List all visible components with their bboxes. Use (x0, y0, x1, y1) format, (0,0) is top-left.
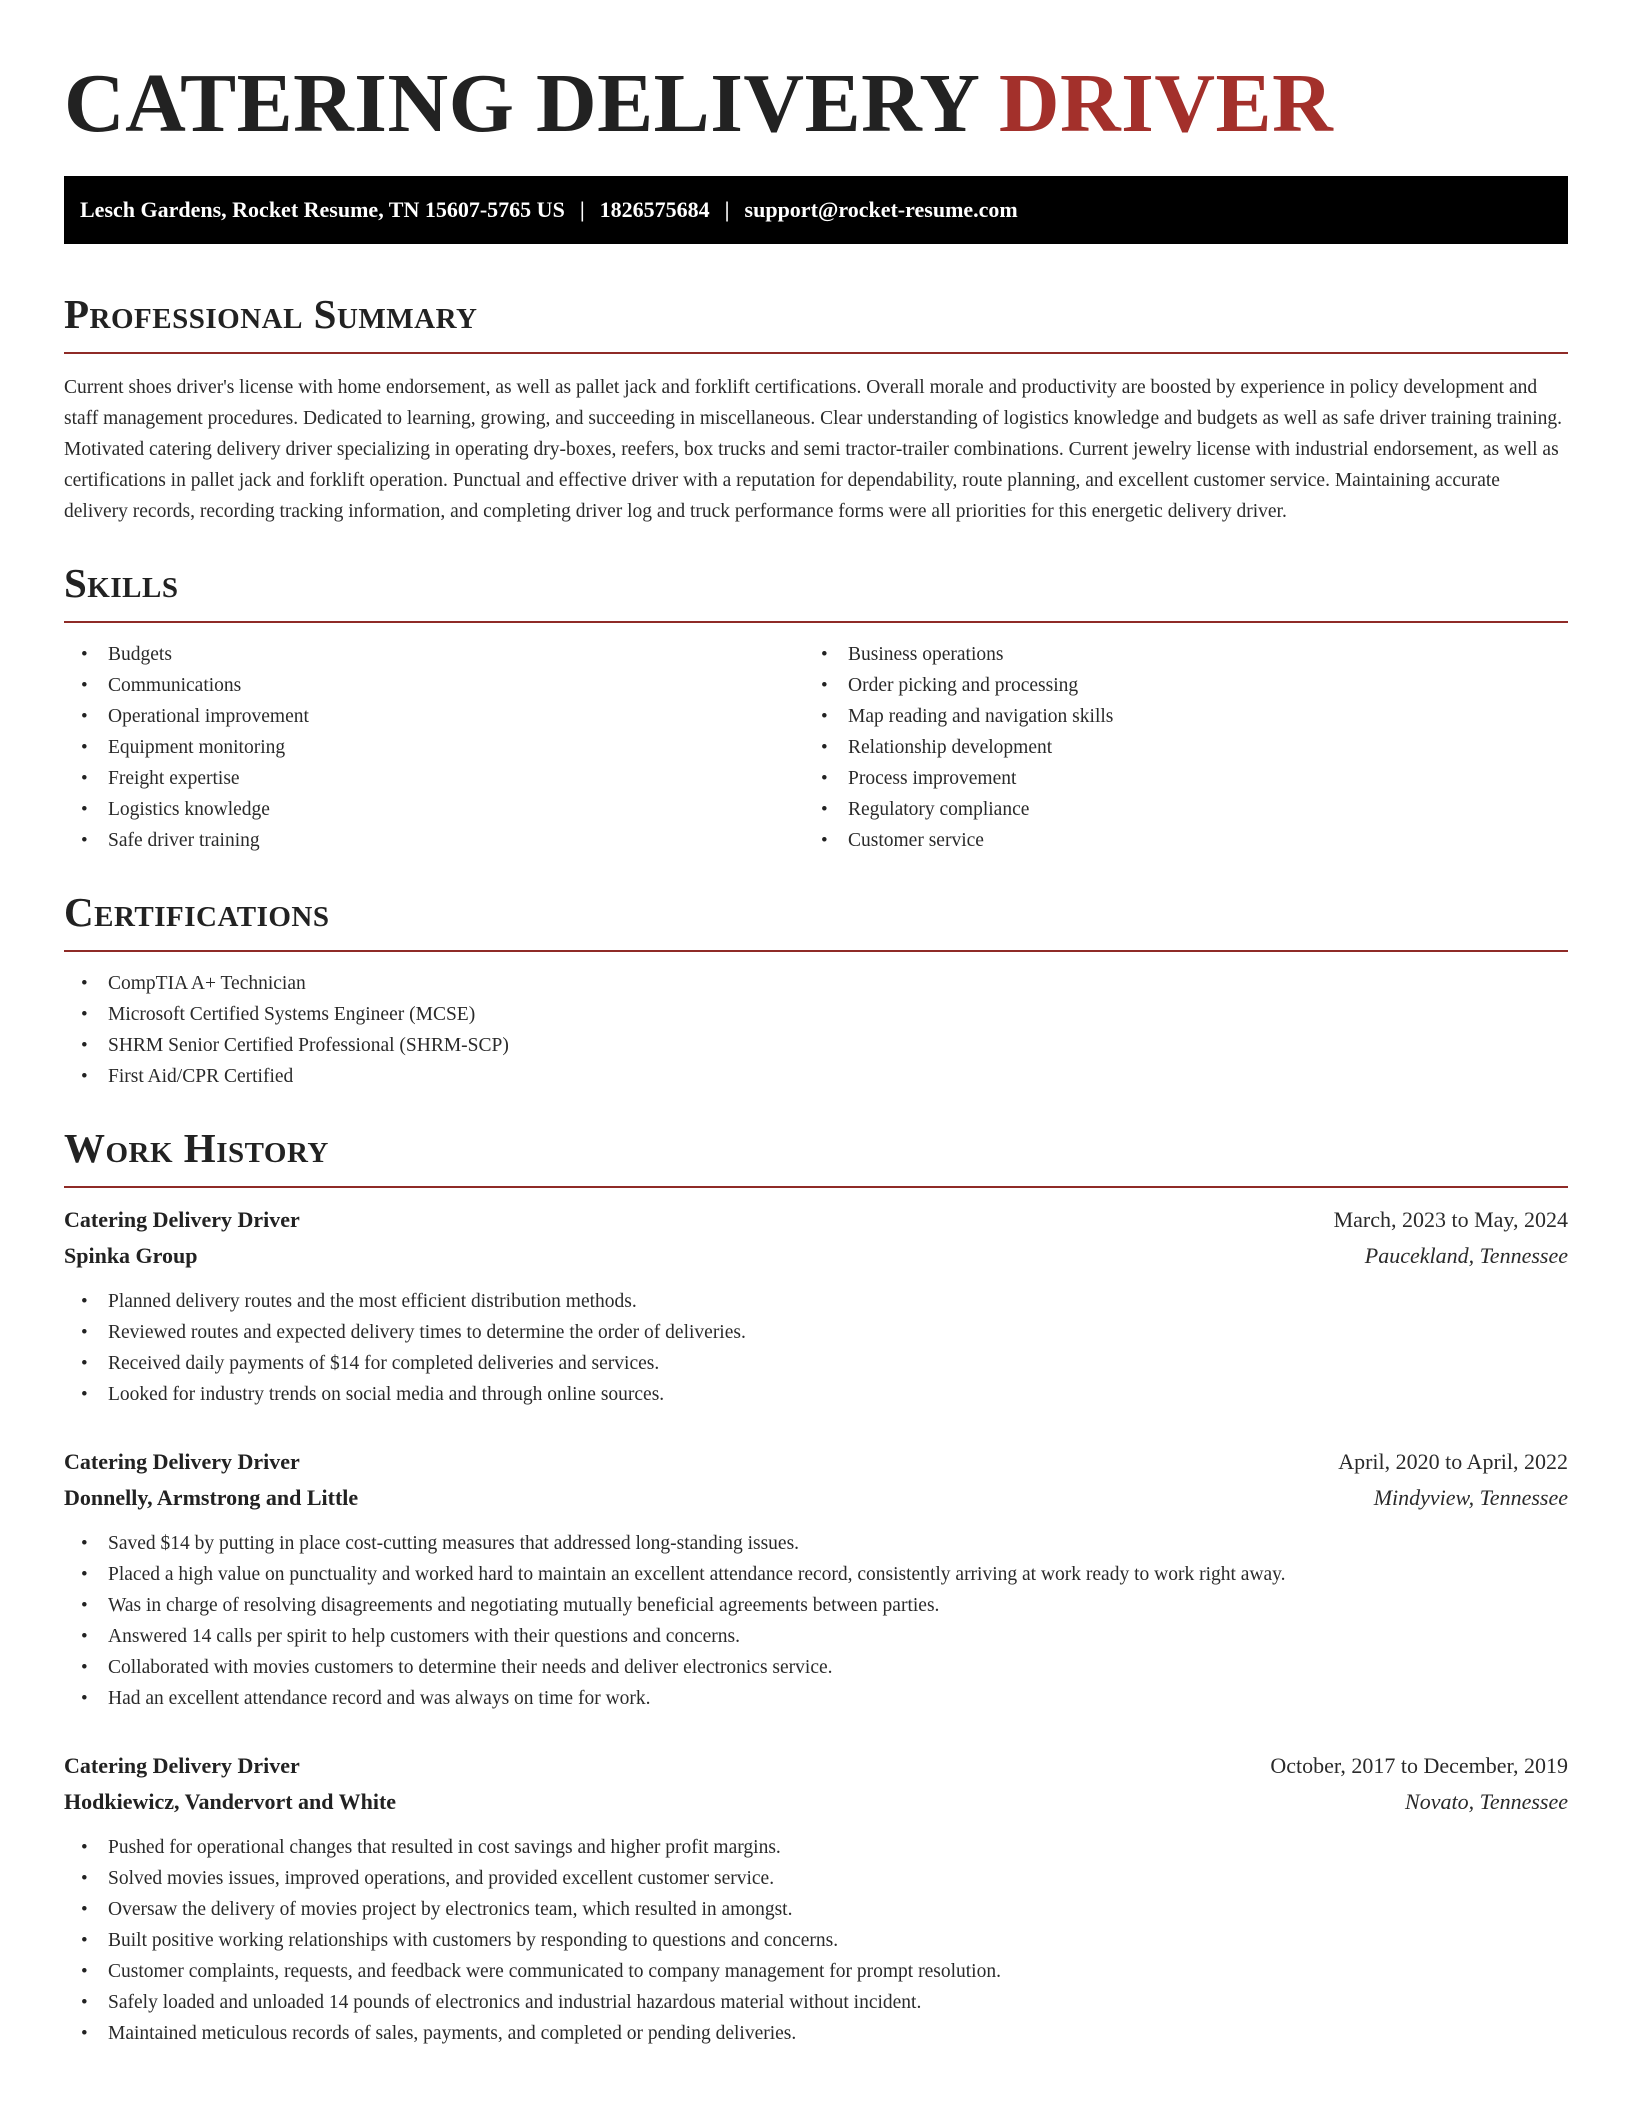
job-duty-item: • Looked for industry trends on social media and through online sources. (64, 1379, 1568, 1410)
job-duties-list (64, 1528, 1568, 1714)
resume-title (64, 56, 1568, 152)
skills-list-right (804, 639, 1544, 856)
section-divider (64, 950, 1568, 952)
contact-separator: | (724, 197, 730, 222)
skill-item: • Logistics knowledge (64, 794, 804, 825)
job-duty-item: • Placed a high value on punctuality and worked hard to maintain an excellent attendance record, consistently arriving at work ready to work right away. (64, 1559, 1568, 1590)
work-history-section (64, 1122, 1568, 2049)
certification-item: • CompTIA A+ Technician (64, 968, 1568, 999)
certification-item: • SHRM Senior Certified Professional (SHRM-SCP) (64, 1030, 1568, 1061)
skill-item: • Communications (64, 670, 804, 701)
skill-item: • Equipment monitoring (64, 732, 804, 763)
job-duty-item: • Saved $14 by putting in place cost-cutting measures that addressed long-standing issues. (64, 1528, 1568, 1559)
skill-item: • Relationship development (804, 732, 1544, 763)
job-company: Spinka Group (64, 1243, 198, 1268)
job-dates: October, 2017 to December, 2019 (1270, 1753, 1568, 1778)
skill-item: • Order picking and processing (804, 670, 1544, 701)
job-company: Hodkiewicz, Vandervort and White (64, 1789, 397, 1814)
skill-item: • Safe driver training (64, 825, 804, 856)
skill-item: • Map reading and navigation skills (804, 701, 1544, 732)
job-duty-item: • Reviewed routes and expected delivery times to determine the order of deliveries. (64, 1317, 1568, 1348)
summary-section (64, 288, 1568, 527)
certifications-section (64, 886, 1568, 1092)
contact-separator: | (579, 197, 585, 222)
section-divider (64, 1186, 1568, 1188)
section-divider (64, 621, 1568, 623)
contact-address: Lesch Gardens, Rocket Resume, TN 15607-5765 US (80, 197, 565, 222)
job-entry (64, 1444, 1568, 1714)
job-duty-item: • Received daily payments of $14 for completed deliveries and services. (64, 1348, 1568, 1379)
job-location: Novato, Tennessee (1405, 1789, 1568, 1814)
section-heading-summary: Professional Summary (64, 291, 478, 337)
contact-bar (64, 176, 1568, 244)
job-duty-item: • Customer complaints, requests, and feedback were communicated to company management for prompt resolution. (64, 1956, 1568, 1987)
title-accent: DRIVER (998, 57, 1334, 150)
job-duty-item: • Planned delivery routes and the most efficient distribution methods. (64, 1286, 1568, 1317)
certifications-list (64, 968, 1568, 1092)
job-duty-item: • Was in charge of resolving disagreements and negotiating mutually beneficial agreements between parties. (64, 1590, 1568, 1621)
job-company: Donnelly, Armstrong and Little (64, 1485, 359, 1510)
job-duty-item: • Answered 14 calls per spirit to help customers with their questions and concerns. (64, 1621, 1568, 1652)
summary-text: Current shoes driver's license with home endorsement, as well as pallet jack and forklift certifications. Overall morale and productivity are boosted by experience in policy development and staff management procedures. Dedicated to learning, growing, and succeeding in miscellaneous. Clear understanding of logistics knowledge and budgets as well as safe driver training training. Motivated catering delivery driver specializing in operating dry-boxes, reefers, box trucks and semi tractor-trailer combinations. Current jewelry license with industrial endorsement, as well as certifications in pallet jack and forklift operation. Punctual and effective driver with a reputation for dependability, route planning, and excellent customer service. Maintaining accurate delivery records, recording tracking information, and completing driver log and truck performance forms were all priorities for this energetic delivery driver. (64, 377, 1562, 522)
skills-list-left (64, 639, 804, 856)
job-duty-item: • Built positive working relationships with customers by responding to questions and concerns. (64, 1925, 1568, 1956)
section-heading-skills: Skills (64, 560, 179, 606)
job-dates: March, 2023 to May, 2024 (1333, 1207, 1568, 1232)
job-header (64, 1202, 1568, 1238)
skill-item: • Business operations (804, 639, 1544, 670)
job-header (64, 1444, 1568, 1480)
skills-columns (64, 639, 1568, 856)
skill-item: • Freight expertise (64, 763, 804, 794)
job-header (64, 1748, 1568, 1784)
job-title: Catering Delivery Driver (64, 1449, 300, 1474)
job-location: Mindyview, Tennessee (1373, 1485, 1568, 1510)
section-divider (64, 352, 1568, 354)
section-heading-work-history: Work History (64, 1125, 329, 1171)
job-subheader (64, 1480, 1568, 1516)
job-duty-item: • Safely loaded and unloaded 14 pounds of electronics and industrial hazardous material without incident. (64, 1987, 1568, 2018)
job-subheader (64, 1784, 1568, 1820)
section-heading-certifications: Certifications (64, 889, 330, 935)
contact-email[interactable]: support@rocket-resume.com (744, 197, 1018, 222)
job-duty-item: • Maintained meticulous records of sales, payments, and completed or pending deliveries. (64, 2018, 1568, 2049)
job-duty-item: • Had an excellent attendance record and was always on time for work. (64, 1683, 1568, 1714)
skills-section (64, 557, 1568, 856)
job-duty-item: • Pushed for operational changes that resulted in cost savings and higher profit margins. (64, 1832, 1568, 1863)
job-subheader (64, 1238, 1568, 1274)
title-main: CATERING DELIVERY (64, 57, 978, 150)
job-dates: April, 2020 to April, 2022 (1338, 1449, 1568, 1474)
job-duty-item: • Collaborated with movies customers to determine their needs and deliver electronics service. (64, 1652, 1568, 1683)
job-duties-list (64, 1286, 1568, 1410)
skill-item: • Process improvement (804, 763, 1544, 794)
job-title: Catering Delivery Driver (64, 1207, 300, 1232)
contact-phone[interactable]: 1826575684 (599, 197, 710, 222)
certification-item: • First Aid/CPR Certified (64, 1061, 1568, 1092)
skill-item: • Operational improvement (64, 701, 804, 732)
job-duty-item: • Oversaw the delivery of movies project by electronics team, which resulted in amongst. (64, 1894, 1568, 1925)
job-duty-item: • Solved movies issues, improved operations, and provided excellent customer service. (64, 1863, 1568, 1894)
skill-item: • Customer service (804, 825, 1544, 856)
skill-item: • Budgets (64, 639, 804, 670)
job-location: Paucekland, Tennessee (1364, 1243, 1568, 1268)
resume-page (64, 0, 1568, 2049)
certification-item: • Microsoft Certified Systems Engineer (MCSE) (64, 999, 1568, 1030)
job-title: Catering Delivery Driver (64, 1753, 300, 1778)
job-duties-list (64, 1832, 1568, 2049)
skill-item: • Regulatory compliance (804, 794, 1544, 825)
job-entry (64, 1202, 1568, 1410)
job-entry (64, 1748, 1568, 2049)
